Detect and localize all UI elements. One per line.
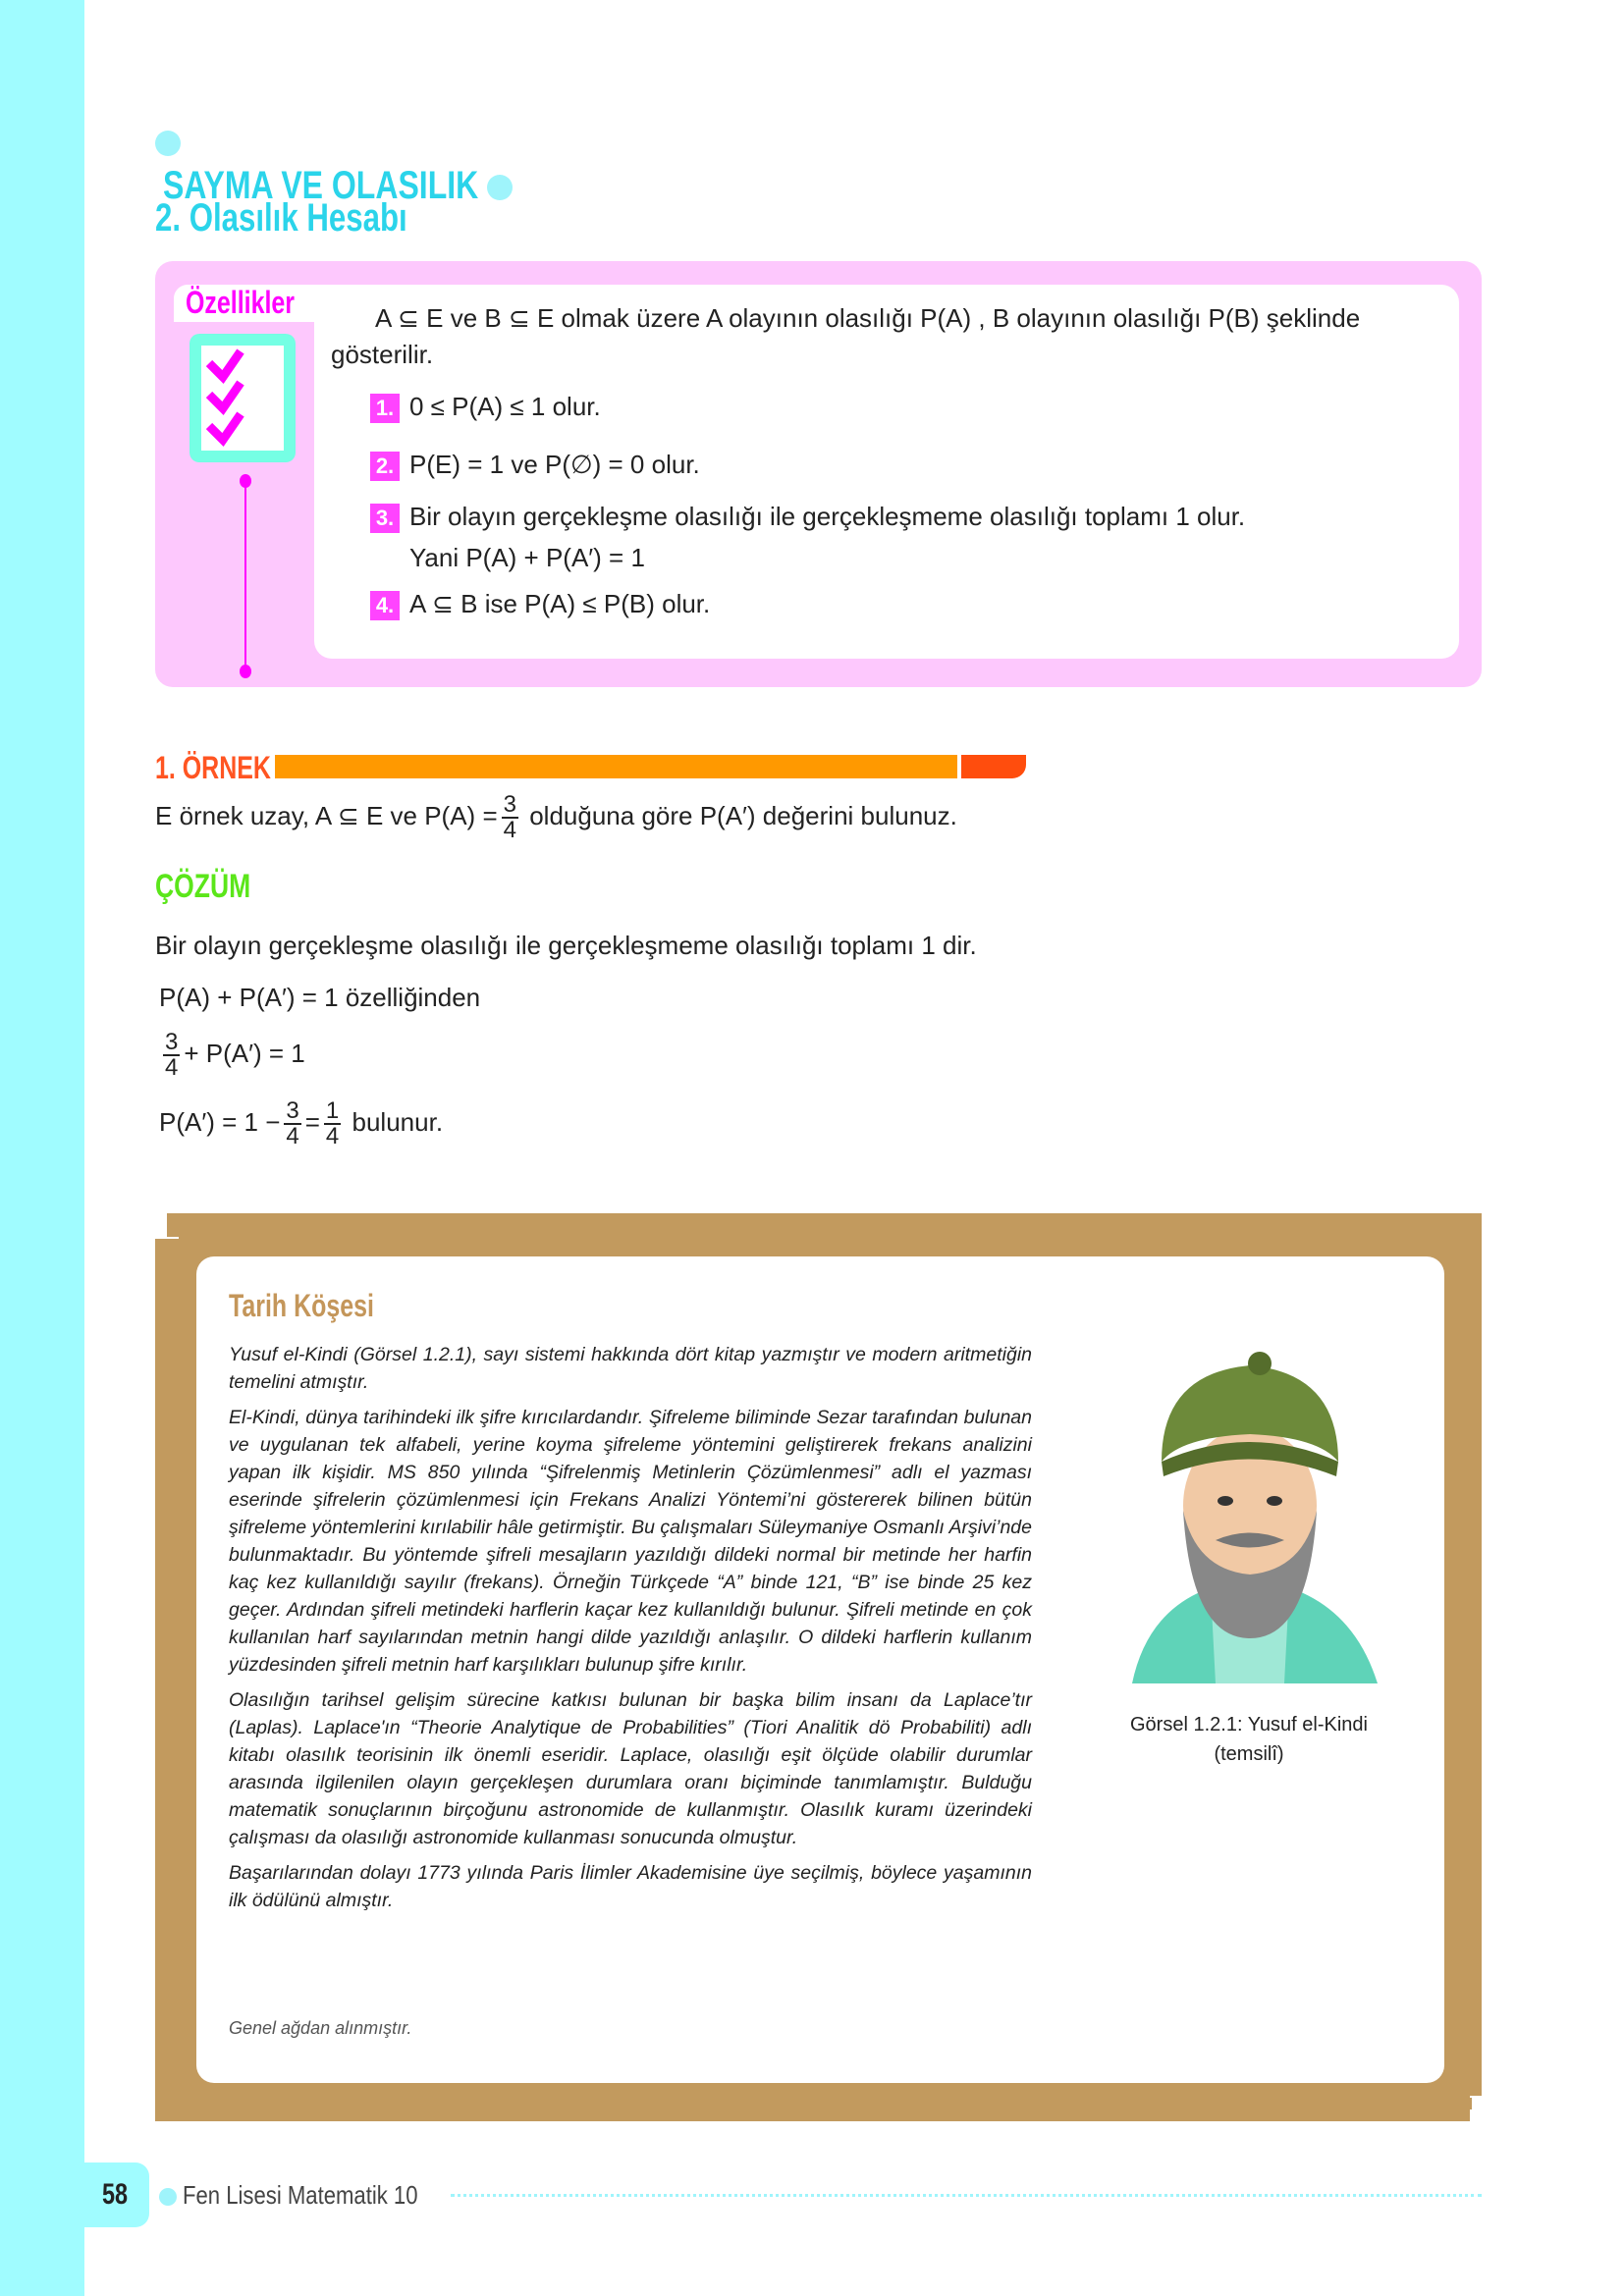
portrait-image: [1093, 1344, 1407, 1683]
properties-label: Özellikler: [186, 285, 295, 320]
solution-line: P(A) + P(A′) = 1 özelliğinden: [159, 983, 481, 1012]
properties-intro-line2: gösterilir.: [331, 340, 434, 369]
unit-title-text: SAYMA VE OLASILIK: [163, 164, 479, 207]
page-number: 58: [102, 2178, 129, 2211]
properties-tab: [174, 285, 314, 322]
section-title-text: 2. Olasılık Hesabı: [155, 196, 407, 240]
bullet-dot-icon: [155, 131, 181, 156]
timeline-line: [244, 480, 246, 671]
solution-line: Bir olayın gerçekleşme olasılığı ile gerçekleşmeme olasılığı toplamı 1 dir.: [155, 931, 977, 960]
example-bar-end: [961, 755, 1026, 778]
book-title: Fen Lisesi Matematik 10: [159, 2180, 460, 2211]
unit-title: [155, 120, 558, 208]
page-number-tab: [84, 2163, 149, 2227]
solution-title: ÇÖZÜM: [155, 868, 251, 905]
history-source: Genel ağdan alınmıştır.: [229, 2018, 412, 2038]
example-bar: [275, 755, 957, 778]
history-text: [229, 1341, 1032, 1922]
property-item: 3. Bir olayın gerçekleşme olasılığı ile gerçekleşmeme olasılığı toplamı 1 olur.: [370, 502, 1245, 533]
property-item: 2. P(E) = 1 ve P(∅) = 0 olur.: [370, 450, 700, 481]
section-title: [155, 196, 478, 240]
bullet-dot-icon: [487, 175, 513, 200]
example-title: 1. ÖRNEK: [155, 750, 271, 785]
property-item: 4. A ⊆ B ise P(A) ≤ P(B) olur.: [370, 589, 710, 620]
solution-line: P(A′) = 1 − $\frac{3}{4}$ = $\frac{1}{4}$ bulunur.: [159, 1097, 444, 1149]
history-paragraph: Olasılığın tarihsel gelişim sürecine katkısı bulunan bir başka bilim insanı da Laplace’tır (Laplas). Laplace'ın “Theorie Analytique de Probabilities” (Tiori Analitik dö Probabiliti) adlı kitabı olasılık teorisinin ilk önemli eseridir. Laplace, olasılığı eşit ölçüde olabilir durumlar arasında ilgilenilen olayın gerçekleşen durumlara oranı biçiminde tanımlamıştır. Bulduğu matematik sonuçlarının birçoğunu astronomide de kullanmıştır. Olasılık kuramı üzerindeki çalışması da olasılığı astronomide kullanması sonucunda olmuştur.: [229, 1689, 1032, 1848]
bullet-dot-icon: [159, 2188, 177, 2206]
history-paragraph: Başarılarından dolayı 1773 yılında Paris İlimler Akademisine üye seçilmiş, böylece yaşamının ilk ödülünü almıştır.: [229, 1862, 1032, 1911]
property-item-continued: Yani P(A) + P(A′) = 1: [409, 543, 645, 572]
history-title: Tarih Köşesi: [229, 1288, 374, 1323]
portrait-caption: Görsel 1.2.1: Yusuf el-Kindi (temsilî): [1130, 1714, 1368, 1765]
history-paragraph: El-Kindi, dünya tarihindeki ilk şifre kırıcılardandır. Şifreleme biliminde Sezar tarafından bulunan ve uygulanan tek alfabeli, yerine koyma şifreleme yöntemini geliştirerek frekans analizini yapan ilk kişidir. MS 850 yılında “Şifrelenmiş Metinlerin Çözümlenmesi” adlı el yazması eserinde şifrelerin çözümlenmesi için Frekans Analizi Yöntemi’ni göstererek bilinen bütün şifreleme yöntemlerini kırılabilir hâle getirmiştir. Bu çalışmaları Süleymaniye Osmanlı Arşivi’nde bulunmaktadır. Bu yöntemde şifreli mesajların yazıldığı dildeki normal bir metinde her harfin kaç kez kullanıldığı sayılır (frekans). Örneğin Türkçede “A” binde 121, “B” ise binde 25 kez geçer. Ardından şifreli metindeki harflerin kaçar kez kullanıldığı bulunur. Şifreli metinde en çok kullanılan harf sayılarından metnin hangi dilde yazıldığı anlaşılır. O dildeki harflerin kullanım yüzdesinden şifreli metnin harf karşılıkları bulunup şifre kırılır.: [229, 1407, 1032, 1676]
corner-decoration: [155, 1213, 167, 1225]
page-side-strip: [0, 0, 84, 2296]
corner-decoration: [167, 1225, 179, 1237]
footer-dotted-line: [451, 2194, 1482, 2197]
timeline-dot: [240, 474, 251, 488]
checklist-icon: [189, 334, 296, 462]
property-item: 1. 0 ≤ P(A) ≤ 1 olur.: [370, 392, 601, 423]
corner-decoration: [1460, 2098, 1472, 2109]
solution-line: $\frac{3}{4}$ + P(A′) = 1: [165, 1029, 305, 1081]
history-paragraph: Yusuf el-Kindi (Görsel 1.2.1), sayı sistemi hakkında dört kitap yazmıştır ve modern aritmetiğin temelini atmıştır.: [229, 1344, 1032, 1393]
timeline-dot: [240, 665, 251, 678]
properties-intro: A ⊆ E ve B ⊆ E olmak üzere A olayının olasılığı P(A) , B olayının olasılığı P(B) şeklinde: [375, 303, 1361, 333]
corner-decoration: [1470, 2096, 1484, 2121]
example-question: E örnek uzay, A ⊆ E ve P(A) = $\frac{3}{4}$ olduğuna göre P(A′) değerini bulunuz.: [155, 791, 957, 843]
